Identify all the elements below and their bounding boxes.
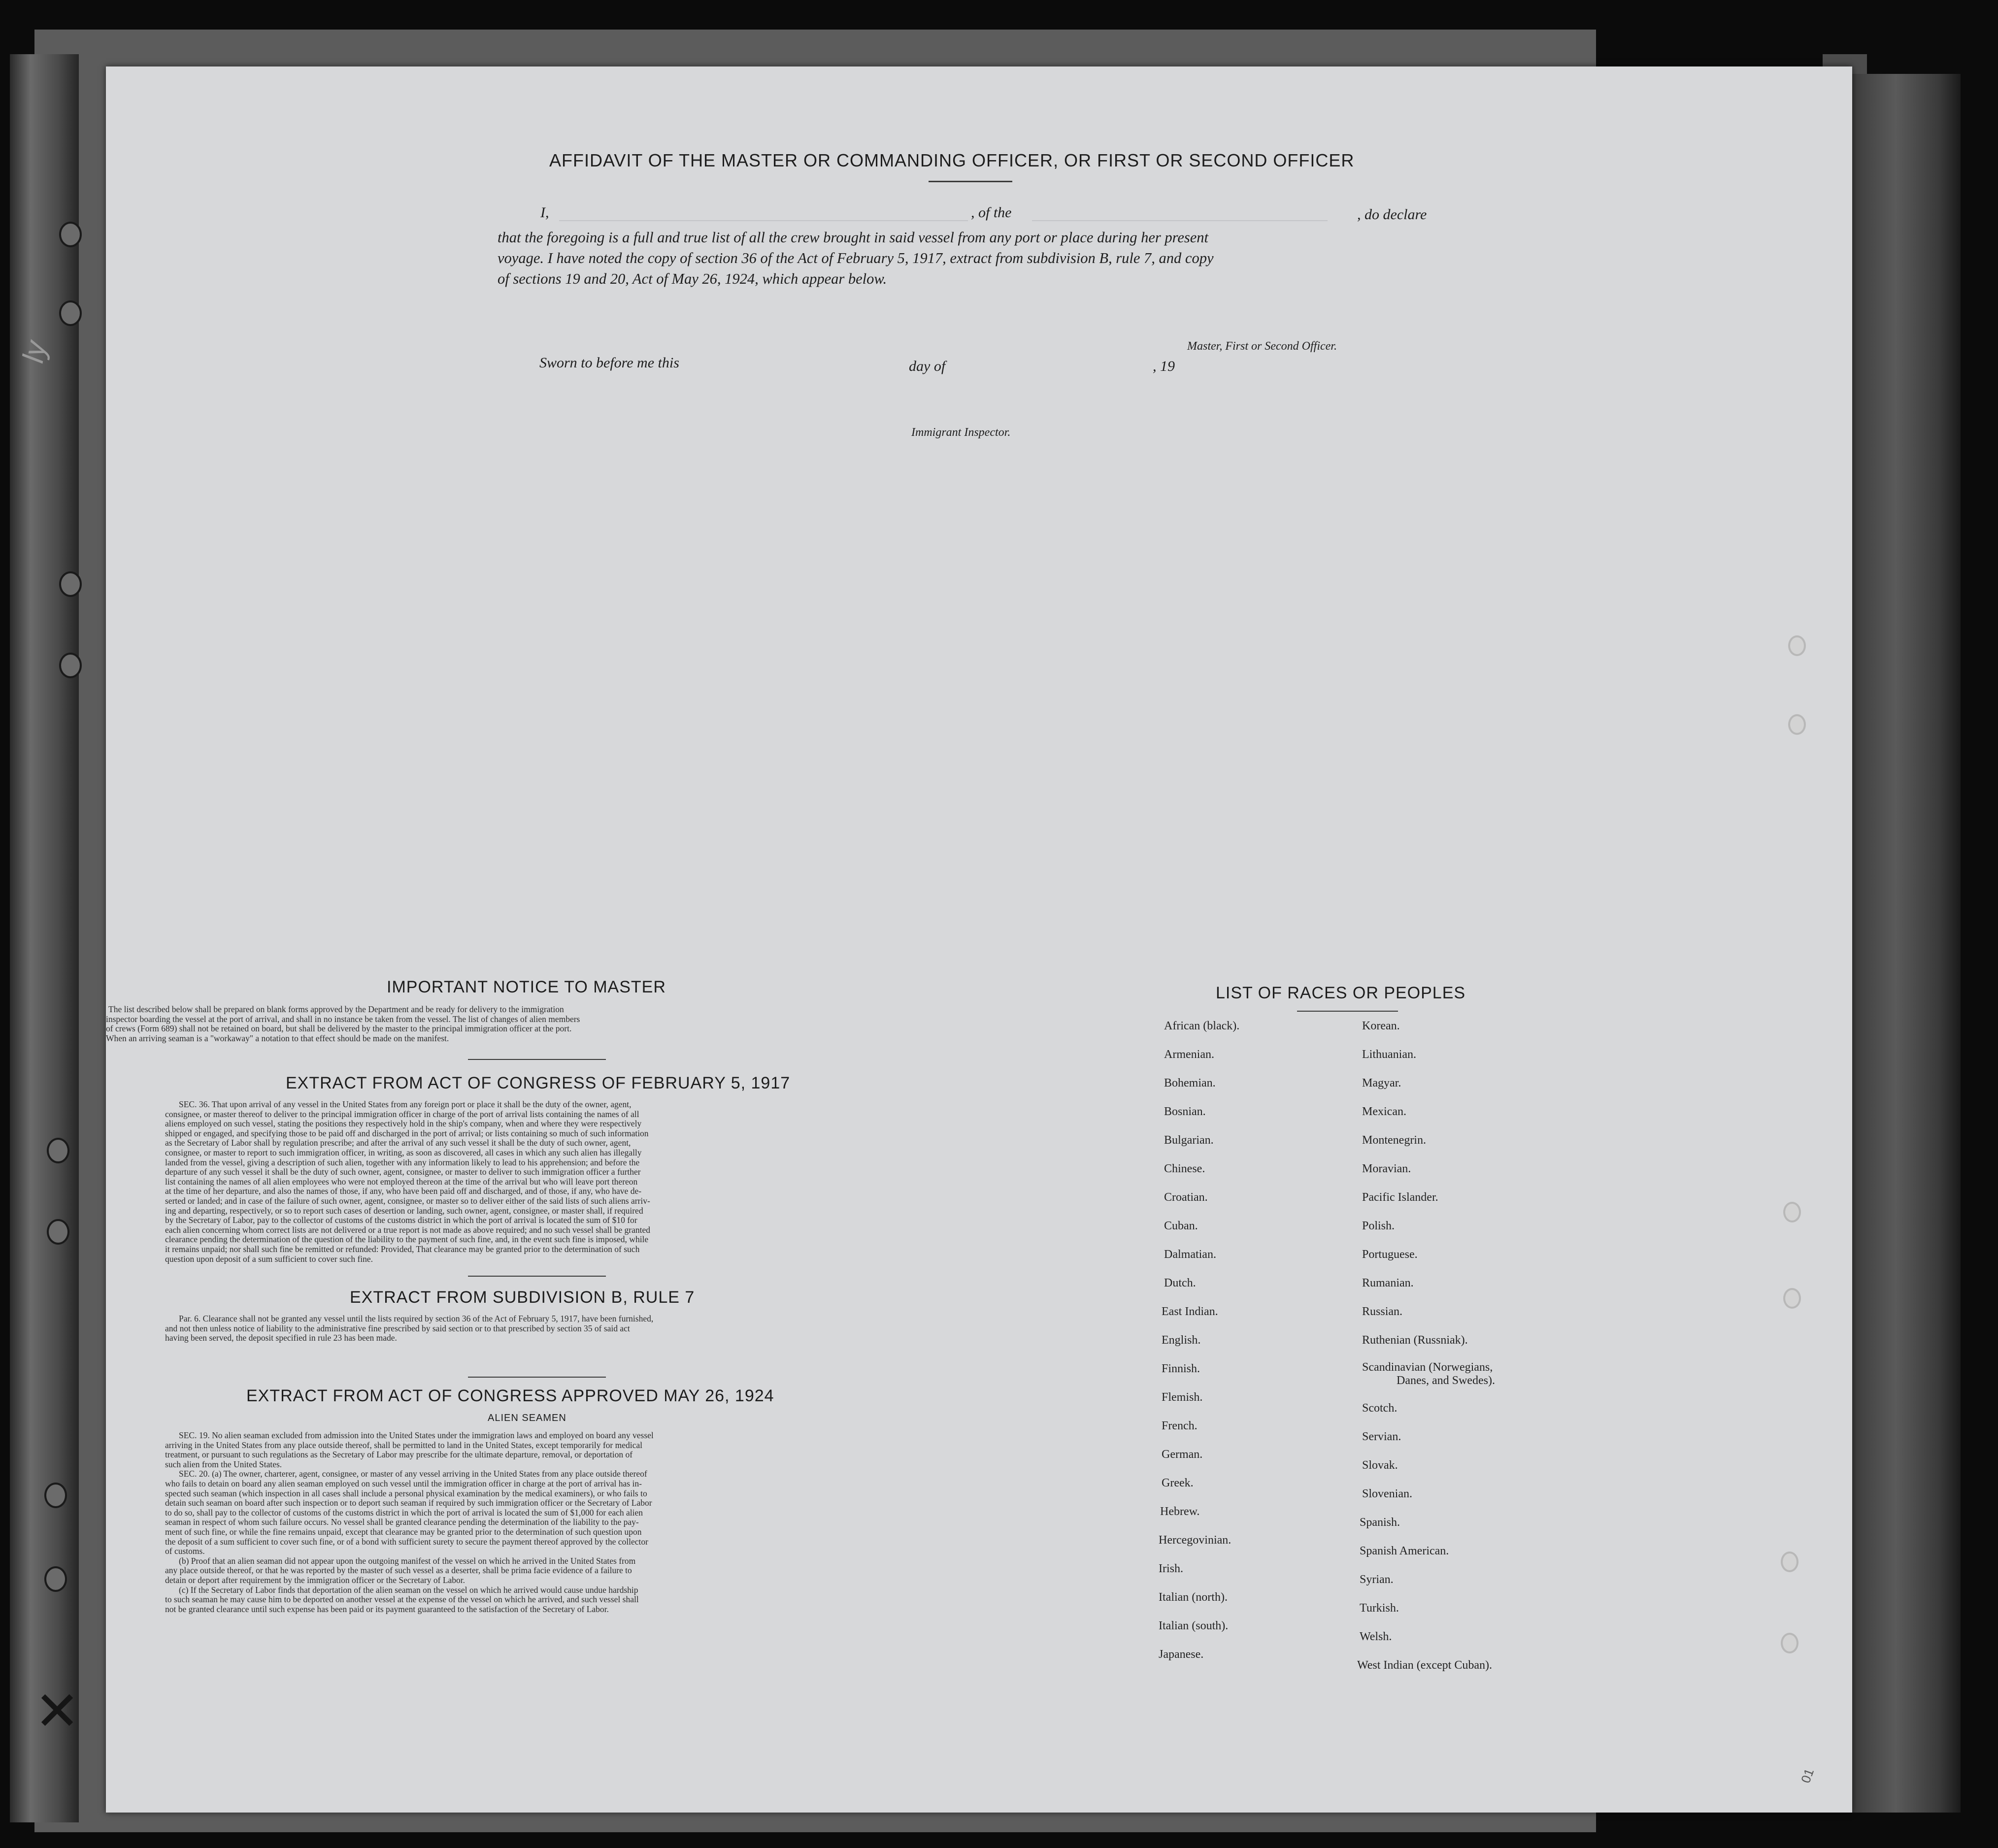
section-rule — [468, 1377, 606, 1378]
declaration-do-declare: , do declare — [1357, 206, 1427, 223]
binder-hole — [59, 222, 82, 247]
race-entry: Greek. — [1162, 1477, 1194, 1489]
inspector-caption: Immigrant Inspector. — [911, 426, 1011, 439]
race-entry: Hebrew. — [1160, 1505, 1200, 1518]
race-entry: Finnish. — [1162, 1362, 1200, 1375]
name-blank — [559, 220, 968, 221]
vessel-blank — [1032, 220, 1328, 221]
race-entry: Lithuanian. — [1362, 1048, 1416, 1061]
race-entry: German. — [1162, 1448, 1203, 1461]
race-entry: English. — [1162, 1334, 1201, 1347]
race-entry: Japanese. — [1159, 1648, 1204, 1661]
race-entry: Mexican. — [1362, 1105, 1406, 1118]
race-entry: Croatian. — [1164, 1191, 1208, 1204]
race-entry: Korean. — [1362, 1020, 1400, 1032]
year-text: , 19 — [1153, 358, 1175, 374]
race-entry: Ruthenian (Russniak). — [1362, 1334, 1468, 1347]
race-entry: Portuguese. — [1362, 1248, 1418, 1261]
section-rule — [468, 1276, 606, 1277]
race-entry: Irish. — [1159, 1562, 1183, 1575]
binder-hole — [59, 571, 82, 597]
race-entry: Slovenian. — [1362, 1487, 1412, 1500]
extract-1917-text: SEC. 36. That upon arrival of any vessel in the United States from any foreign port or place it shall be the duty of the owner, agent, consignee, or master thereof to deliver to the principal immigration officer in charge of the port of arrival lists containing the names of all aliens employed on such vessel, stating the positions they respectively hold in the ship's company, when and where they were respectively shipped or engaged, and specifying those to be paid off and discharged in the port of arrival; or lists containing so much of such information as the Secretary of Labor shall by regulation prescribe; and after the arrival of any such vessel it shall be the duty of such owner, agent, consignee, or master to report to such immigration officer, in writing, as soon as discovered, all cases in which any such alien has illegally landed from the vessel, giving a description of such alien, together with any information likely to lead to his apprehension; and before the departure of any such vessel it shall be the duty of such owner, agent, consignee, or master to deliver to such immigration officer a further list containing the names of all alien employees who were not employed thereon at the time of the arrival but who will leave port thereon at the time of her departure, and also the names of those, if any, who have been paid off and discharged, and of those, if any, who have de- serted or landed; and in case of the failure of such owner, agent, consignee, or master so to deliver either of the said lists of such aliens arriv- ing and departing, respectively, or so to report such cases of desertion or landing, such owner, agent, consignee, or master shall, if required by the Secretary of Labor, pay to the collector of customs of the customs district in which the port of arrival is located the sum of $10 for each alien concerning whom correct lists are not delivered or a true report is not made as above required; and no such vessel shall be granted clearance pending the determination of the question of the liability to the payment of such fine, and, in the event such fine is imposed, while it remains unpaid; nor shall such fine be remitted or refunded: Provided, That clearance may be granted prior to the determination of such question upon deposit of a sum sufficient to cover such fine. — [165, 1099, 650, 1264]
race-entry: East Indian. — [1162, 1305, 1218, 1318]
race-entry: Flemish. — [1162, 1391, 1203, 1404]
race-entry: Scandinavian (Norwegians, — [1362, 1361, 1493, 1374]
extract-1924-text: SEC. 19. No alien seaman excluded from admission into the United States under the immigration laws and employed on board any vessel arriving in the United States from any place outside thereof, shall be permitted to land in the United States, except temporarily for medical treatment, or pursuant to such regulations as the Secretary of Labor may prescribe for the ultimate departure, removal, or deportation of such alien from the United States. SEC. 20. (a) The owner, charterer, agent, consignee, or master of any vessel arriving in the United States from any place outside thereof who fails to detain on board any alien seaman employed on such vessel until the immigration officer in charge at the port of arrival has in- spected such seaman (which inspection in all cases shall include a personal physical examination by the medical examiners), or who fails to detain such seaman on board after such inspection or to deport such seaman if required by such immigration officer or the Secretary of Labor to do so, shall pay to the collector of customs of the customs district in which the port of arrival is located the sum of $1,000 for each alien seaman in respect of whom such failure occurs. No vessel shall be granted clearance pending the determination of the liability to the pay- ment of such fine, or while the fine remains unpaid, except that clearance may be granted prior to the determination of such question upon the deposit of a sum sufficient to cover such fine, or of a bond with sufficient surety to secure the payment thereof approved by the collector of customs. (b) Proof that an alien seaman did not appear upon the outgoing manifest of the vessel on which he arrived in the United States from any place outside thereof, or that he was reported by the master of such vessel as a deserter, shall be prima facie evidence of a failure to detain or deport after requirement by the immigration officer or the Secretary of Labor. (c) If the Secretary of Labor finds that deportation of the alien seaman on the vessel on which he arrived would cause undue hardship to such seaman he may cause him to be deported on another vessel at the expense of the vessel on which he arrived, and such vessel shall not be granted clearance until such expense has been paid or its payment guaranteed to the satisfaction of the Secretary of Labor. — [165, 1430, 654, 1614]
binder-hole — [1788, 714, 1806, 735]
race-entry: Hercegovinian. — [1159, 1534, 1232, 1547]
declaration-line: that the foregoing is a full and true list of all the crew brought in said vessel from any port or place during her present — [498, 229, 1209, 246]
binder-hole — [1781, 1551, 1798, 1572]
race-entry: Russian. — [1362, 1305, 1403, 1318]
race-entry: Bosnian. — [1164, 1105, 1206, 1118]
race-entry: Cuban. — [1164, 1220, 1198, 1232]
race-entry: Syrian. — [1360, 1573, 1394, 1586]
race-entry: Bohemian. — [1164, 1077, 1216, 1089]
race-entry: Moravian. — [1362, 1162, 1411, 1175]
right-binding-strip — [1852, 74, 1961, 1813]
race-entry: Servian. — [1362, 1430, 1401, 1443]
notice-text: The list described below shall be prepared on blank forms approved by the Department and be ready for delivery to the immigration inspector boarding the vessel at the port of arrival, and shall in no instance be taken from the vessel. The list of changes of alien members of crews (Form 689) shall not be retained on board, but shall be delivered by the master to the principal immigration officer at the port. When an arriving seaman is a "workaway" a notation to that effect should be made on the manifest. — [106, 1004, 580, 1043]
race-entry: Turkish. — [1360, 1602, 1399, 1615]
declaration-line: of sections 19 and 20, Act of May 26, 1924, which appear below. — [498, 270, 887, 287]
race-entry: Dutch. — [1164, 1277, 1196, 1289]
race-entry: Polish. — [1362, 1220, 1395, 1232]
corner-mark: 01 — [1798, 1766, 1817, 1785]
extract-rule7-heading: EXTRACT FROM SUBDIVISION B, RULE 7 — [350, 1288, 695, 1307]
document-sheet — [106, 66, 1852, 1813]
race-entry: Bulgarian. — [1164, 1134, 1214, 1147]
binder-hole — [47, 1219, 69, 1245]
margin-scribble-x: ✕ — [34, 1681, 80, 1742]
race-entry: Welsh. — [1360, 1630, 1392, 1643]
race-entry: Pacific Islander. — [1362, 1191, 1438, 1204]
notice-heading: IMPORTANT NOTICE TO MASTER — [387, 978, 666, 996]
extract-1924-subheading: ALIEN SEAMEN — [488, 1413, 566, 1423]
binder-hole — [1783, 1288, 1801, 1309]
extract-1917-heading: EXTRACT FROM ACT OF CONGRESS OF FEBRUARY 5, 1917 — [286, 1074, 791, 1092]
declaration-i: I, — [540, 204, 549, 221]
race-entry: African (black). — [1164, 1020, 1240, 1032]
race-entry: Spanish. — [1360, 1516, 1400, 1529]
race-entry: Armenian. — [1164, 1048, 1214, 1061]
extract-1924-heading: EXTRACT FROM ACT OF CONGRESS APPROVED MAY 26, 1924 — [246, 1386, 774, 1405]
race-entry: Montenegrin. — [1362, 1134, 1426, 1147]
race-entry: Slovak. — [1362, 1459, 1398, 1472]
sworn-text: Sworn to before me this — [539, 355, 679, 371]
margin-scribble: ly — [16, 338, 53, 365]
affidavit-title: AFFIDAVIT OF THE MASTER OR COMMANDING OFFICER, OR FIRST OR SECOND OFFICER — [549, 150, 1355, 170]
race-entry: French. — [1162, 1419, 1198, 1432]
race-entry: Italian (north). — [1159, 1591, 1228, 1604]
binder-hole — [59, 300, 82, 326]
declaration-line: voyage. I have noted the copy of section 36 of the Act of February 5, 1917, extract from subdivision B, rule 7, and copy — [498, 250, 1214, 266]
race-entry: Spanish American. — [1360, 1545, 1449, 1557]
race-entry: Rumanian. — [1362, 1277, 1414, 1289]
binder-hole — [44, 1483, 67, 1508]
declaration-of-the: , of the — [971, 204, 1012, 221]
race-entry: Dalmatian. — [1164, 1248, 1216, 1261]
master-signature-caption: Master, First or Second Officer. — [1187, 340, 1337, 353]
race-entry: Chinese. — [1164, 1162, 1205, 1175]
title-rule — [929, 181, 1012, 182]
race-entry: Scotch. — [1362, 1402, 1398, 1415]
section-rule — [468, 1059, 606, 1060]
binder-hole — [44, 1566, 67, 1592]
binder-hole — [1788, 635, 1806, 656]
races-rule — [1297, 1011, 1398, 1012]
race-entry: Magyar. — [1362, 1077, 1401, 1089]
race-entry: Italian (south). — [1159, 1619, 1229, 1632]
extract-rule7-text: Par. 6. Clearance shall not be granted any vessel until the lists required by section 36 of the Act of February 5, 1917, have been furnished, and not then unless notice of liability to the administrative fine prescribed by said section or to that prescribed by section 35 of said act having been served, the deposit specified in rule 23 has been made. — [165, 1314, 654, 1343]
binder-hole — [1781, 1633, 1798, 1653]
day-of-text: day of — [909, 358, 946, 374]
race-entry: Danes, and Swedes). — [1397, 1374, 1495, 1387]
races-heading: LIST OF RACES OR PEOPLES — [1216, 984, 1466, 1002]
race-entry: West Indian (except Cuban). — [1357, 1659, 1492, 1672]
binder-hole — [47, 1138, 69, 1163]
binder-hole — [1783, 1202, 1801, 1222]
binder-hole — [59, 653, 82, 678]
